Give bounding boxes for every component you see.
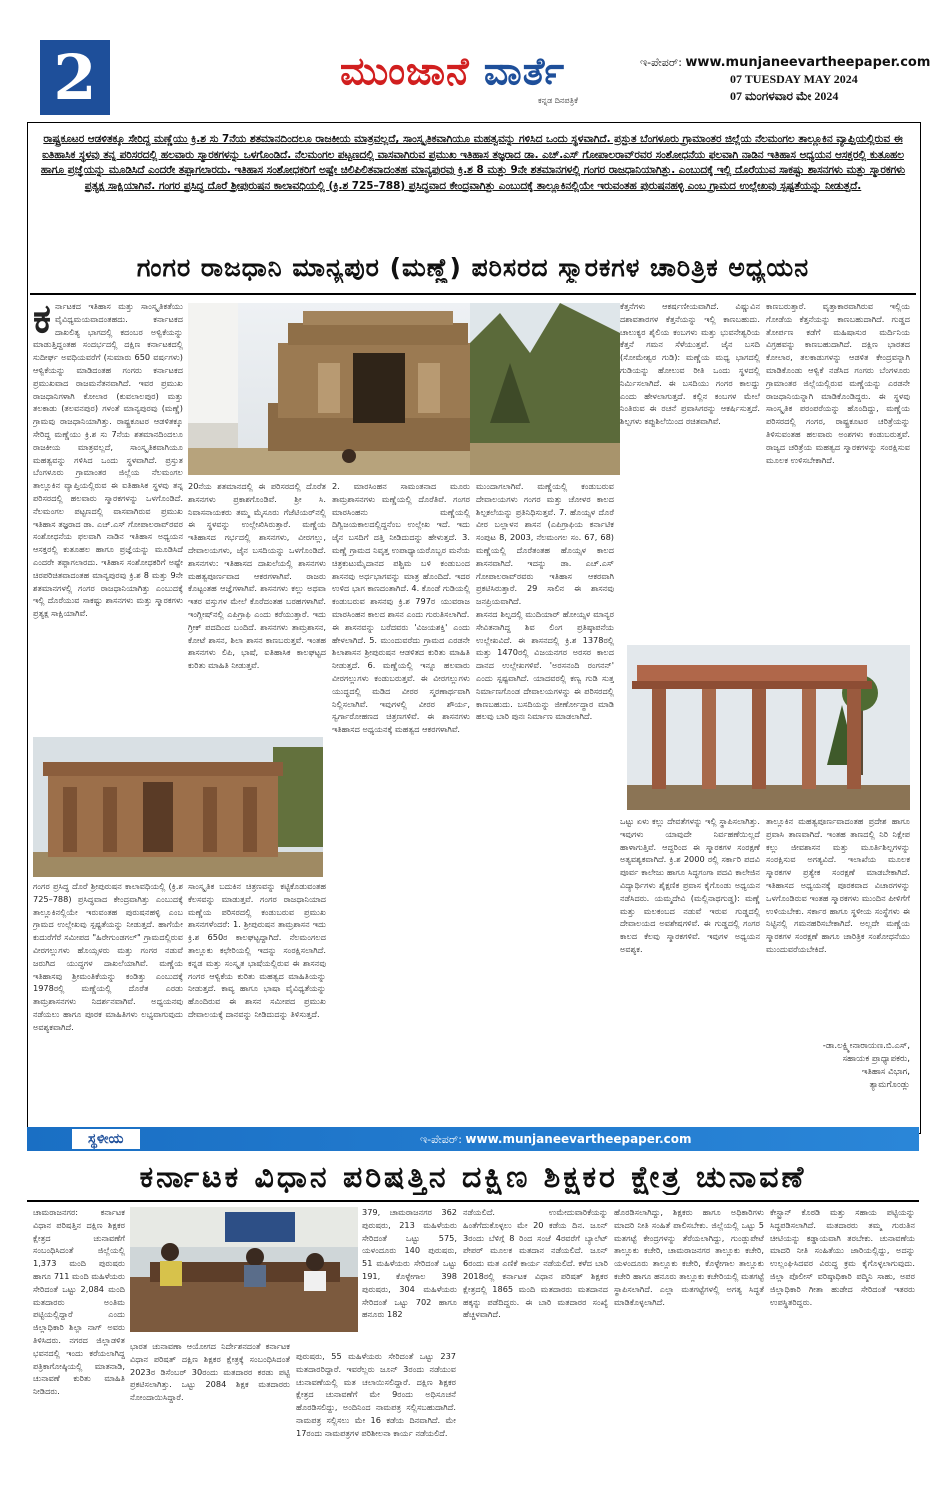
- mantapa-photo: [627, 645, 910, 810]
- article-column-5-lower: [620, 815, 760, 1115]
- article-column-2-lower: [188, 880, 326, 1115]
- article-column-6: [766, 300, 910, 640]
- column-text: ಕಾಣಬರುತ್ತಾರೆ. ವೃತ್ತಾಕಾರವಾಗಿರುವ ಇಲ್ಲಿಯ ಗೋಡೆಯ ಕೆತ್ತನೆಯನ್ನು ಕಾಣಬಹುದಾಗಿದೆ. ಗುಡ್ಡದ ತೋರ್ಪಣ ಕಡೆಗೆ ಮಹಿಷಾಸುರ ಮರ್ದಿನಿಯ ವಿಗ್ರಹವನ್ನು ಕಾಣಬಹುದಾಗಿದೆ. ದಕ್ಷಿಣ ಭಾರತದ ಕೋಲಾರ, ತಲಕಾಡುಗಳನ್ನು ಆಡಳಿತ ಕೇಂದ್ರವನ್ನಾಗಿ ಮಾಡಿಕೊಂಡು ಆಳ್ವಿಕೆ ನಡೆಸಿದ ಗಂಗರು ಬೆಂಗಳೂರು ಗ್ರಾಮಾಂತರ ಜಿಲ್ಲೆಯಲ್ಲಿರುವ ಮಣ್ಣೆಯನ್ನು ಎರಡನೇ ರಾಜಧಾನಿಯನ್ನಾಗಿ ಮಾಡಿಕೊಂಡಿದ್ದರು. ಈ ಸ್ಥಳವು ಸಾಂಸ್ಕೃತಿಕ ಪರಂಪರೆಯನ್ನು ಹೊಂದಿದ್ದು, ಮಣ್ಣೆಯ ಪರಿಸರದಲ್ಲಿ ಗಂಗರ, ರಾಷ್ಟ್ರಕೂಟರ ಚರಿತ್ರೆಯನ್ನು ತಿಳಿಸುವಂತಹ ಹಲವಾರು ಅಂಶಗಳು ಕಂಡುಬರುತ್ತವೆ. ರಾಜ್ಯದ ಚರಿತ್ರೆಯ ಮಹತ್ವದ ಸ್ಮಾರಕಗಳನ್ನು ಸಂರಕ್ಷಿಸುವ ಮೂಲಕ ಉಳಿಸಬೇಕಾಗಿದೆ.: [766, 301, 910, 465]
- meeting-photo: [130, 1207, 358, 1332]
- column-text: ಕೇಸ್ಟ್ರಾನ್ ಕೊಠಡಿ ಮತ್ತು ಸಹಾಯ ಪಟ್ಟಿಯನ್ನು ಸಿದ್ಧಪಡಿಸಲಾಗಿದೆ. ಮತದಾರರು ತಮ್ಮ ಗುರುತಿನ ಚೀಟಿಯನ್ನು ಕಡ್ಡಾಯವಾಗಿ ತರಬೇಕು. ಚುನಾವಣೆಯ ಮಾದರಿ ನೀತಿ ಸಂಹಿತೆಯು ಜಾರಿಯಲ್ಲಿದ್ದು, ಅದನ್ನು ಉಲ್ಲಂಘಿಸಿದವರ ವಿರುದ್ಧ ಕ್ರಮ ಕೈಗೊಳ್ಳಲಾಗುವುದು. ಜಿಲ್ಲಾ ಪೊಲೀಸ್ ವರಿಷ್ಠಾಧಿಕಾರಿ ಪದ್ಮಿನಿ ಸಾಹು, ಅಪರ ಜಿಲ್ಲಾಧಿಕಾರಿ ಗೀತಾ ಹುಡೇದ ಸೇರಿದಂತೆ ಇತರರು ಉಪಸ್ಥಿತರಿದ್ದರು.: [770, 1207, 915, 1307]
- column-text: ಚಾಮರಾಜನಗರ: ಕರ್ನಾಟಕ ವಿಧಾನ ಪರಿಷತ್ತಿನ ದಕ್ಷಿಣ ಶಿಕ್ಷಕರ ಕ್ಷೇತ್ರದ ಚುನಾವಣೆಗೆ ಸಂಬಂಧಿಸಿದಂತೆ ಜಿಲ್ಲೆಯಲ್ಲಿ 1,373 ಮಂದಿ ಪುರುಷರು ಹಾಗೂ 711 ಮಂದಿ ಮಹಿಳೆಯರು ಸೇರಿದಂತೆ ಒಟ್ಟು 2,084 ಮಂದಿ ಮತದಾರರು ಅಂತಿಮ ಪಟ್ಟಿಯಲ್ಲಿದ್ದಾರೆ ಎಂದು ಜಿಲ್ಲಾಧಿಕಾರಿ ಶಿಲ್ಪಾ ನಾಗ್ ಅವರು ತಿಳಿಸಿದರು. ನಗರದ ಜಿಲ್ಲಾಡಳಿತ ಭವನದಲ್ಲಿ ಇಂದು ಕರೆಯಲಾಗಿದ್ದ ಪತ್ರಿಕಾಗೋಷ್ಠಿಯಲ್ಲಿ ಮಾತನಾಡಿ, ಚುನಾವಣೆ ಕುರಿತು ಮಾಹಿತಿ ನೀಡಿದರು.: [33, 1207, 125, 1397]
- column-text: ಸಾಂಸ್ಕೃತಿಕ ಬದುಕಿನ ಚಿತ್ರಣವನ್ನು ಕಟ್ಟಿಕೊಡುವಂತಹ ಕೆಲಸವನ್ನು ಮಾಡುತ್ತವೆ. ಗಂಗರ ರಾಜಧಾನಿಯಾದ ಮಣ್ಣೆಯ ಪರಿಸರದಲ್ಲಿ ಕಂಡುಬರುವ ಪ್ರಮುಖ ಶಾಸನಗಳೆಂದರೆ: 1. ಶ್ರೀಪುರುಷನ ತಾಮ್ರಶಾಸನ ಇದು ಕ್ರಿ.ಶ 650ರ ಕಾಲಘಟ್ಟದ್ದಾಗಿದೆ. ನೆಲಮಂಗಲದ ತಾಲ್ಲೂಕು ಕಛೇರಿಯಲ್ಲಿ ಇದನ್ನು ಸಂರಕ್ಷಿಸಲಾಗಿದೆ. ಕನ್ನಡ ಮತ್ತು ಸಂಸ್ಕೃತ ಭಾಷೆಯಲ್ಲಿರುವ ಈ ಶಾಸನವು ಗಂಗರ ಆಳ್ವಿಕೆಯ ಕುರಿತು ಮಹತ್ವದ ಮಾಹಿತಿಯನ್ನು ನೀಡುತ್ತದೆ. ಕಾವ್ಯ ಹಾಗೂ ಭಾಷಾ ವೈವಿಧ್ಯತೆಯನ್ನು ಹೊಂದಿರುವ ಈ ಶಾಸನ ಸಮೀಪದ ಪ್ರಮುಖ ದೇವಾಲಯಕ್ಕೆ ದಾನವನ್ನು ನೀಡಿದುದನ್ನು ತಿಳಿಸುತ್ತದೆ.: [188, 881, 326, 1019]
- article2-headline: ಕರ್ನಾಟಕ ವಿಧಾನ ಪರಿಷತ್ತಿನ ದಕ್ಷಿಣ ಶಿಕ್ಷಕರ ಕ್ಷೇತ್ರ ಚುನಾವಣೆ: [139, 1160, 807, 1195]
- column-text: ಶಾಸನದ ಶಿಲ್ಪದಲ್ಲಿ ಮುದಿಯಾರ್‌ ಹೋಯ್ಸಳ ಮಾನ್ಯರ ಸೇವಿತನಾಗಿದ್ದ ಶಿವ ಲಿಂಗ ಪ್ರತಿಷ್ಠಾಪನೆಯ ಉಲ್ಲೇಖವಿದೆ. ಈ ಶಾಸನದಲ್ಲಿ ಕ್ರಿ.ಶ 1378ರಲ್ಲಿ ಮತ್ತು 1470ರಲ್ಲಿ ವಿಜಯನಗರ ಅರಸರ ಕಾಲದ ದಾನದ ಉಲ್ಲೇಖಗಳಿವೆ. 'ಅರಸನಂದಿ ರಂಗನನ್' ಎಂದು ಸ್ಪಷ್ಟವಾಗಿದೆ. ಯಾದವರಲ್ಲಿ ಕಣ್ವ ಗುಡಿ ಸುತ್ತ ನಿರ್ಮಾಣಗೊಂಡ ದೇವಾಲಯಗಳನ್ನು ಈ ಪರಿಸರದಲ್ಲಿ ಕಾಣಬಹುದು. ಬಸದಿಯನ್ನು ಜೀರ್ಣೋದ್ಧಾರ ಮಾಡಿ ಹಲವು ಬಾರಿ ಪುನಃ ನಿರ್ಮಾಣ ಮಾಡಲಾಗಿದೆ.: [476, 608, 614, 722]
- newspaper-logo: [340, 48, 565, 94]
- epaper-link[interactable]: www.munjaneevartheepaper.com: [685, 55, 931, 70]
- column-text: ಹೊರಡಿಸಲಾಗಿದ್ದು, ಶಿಕ್ಷಕರು ಹಾಗೂ ಅಧಿಕಾರಿಗಳು ಮಾದರಿ ನೀತಿ ಸಂಹಿತೆ ಪಾಲಿಸಬೇಕು. ಜಿಲ್ಲೆಯಲ್ಲಿ ಒಟ್ಟು 5 ಮತಗಟ್ಟೆ ಕೇಂದ್ರಗಳನ್ನು ತೆರೆಯಲಾಗಿದ್ದು, ಗುಂಡ್ಲುಪೇಟೆ ತಾಲ್ಲೂಕು ಕಚೇರಿ, ಚಾಮರಾಜನಗರ ತಾಲ್ಲೂಕು ಕಚೇರಿ, ಯಳಂದೂರು ತಾಲ್ಲೂಕು ಕಚೇರಿ, ಕೊಳ್ಳೇಗಾಲ ತಾಲ್ಲೂಕು ಕಚೇರಿ ಹಾಗೂ ಹನೂರು ತಾಲ್ಲೂಕು ಕಚೇರಿಯಲ್ಲಿ ಮತಗಟ್ಟೆ ಸ್ಥಾಪಿಸಲಾಗಿದೆ. ಎಲ್ಲಾ ಮತಗಟ್ಟೆಗಳಲ್ಲಿ ಅಗತ್ಯ ಸಿದ್ಧತೆ ಮಾಡಿಕೊಳ್ಳಲಾಗಿದೆ.: [614, 1207, 764, 1307]
- ruins-photo: [33, 737, 323, 877]
- logo-tagline: ಕನ್ನಡ ದಿನಪತ್ರಿಕೆ: [538, 96, 579, 105]
- article-headline: ಗಂಗರ ರಾಜಧಾನಿ ಮಾನ್ಯಪುರ (ಮಣ್ಣೆ) ಪರಿಸರದ ಸ್ಮಾರಕಗಳ ಚಾರಿತ್ರಿಕ ಅಧ್ಯಯನ: [136, 253, 810, 282]
- logo-word-2: ವಾರ್ತೆ: [483, 48, 566, 93]
- article2-column-3: [296, 1350, 456, 1498]
- author-signature: [766, 1040, 910, 1092]
- section-epaper-line: [420, 1132, 692, 1147]
- column-text: 2. ಮಾರಸಿಂಹನ ಸಾಮಂತನಾದ ಮೂರು ತಾಮ್ರಶಾಸನಗಳು ಮಣ್ಣೆಯಲ್ಲಿ ದೊರೆತಿವೆ. ಗಂಗರ ಮಾರಸಿಂಹನು ಮಣ್ಣೆಯಲ್ಲಿ ದಿಗ್ವಿಜಯಕಾಲದಲ್ಲಿದ್ದನೆಂಬ ಉಲ್ಲೇಖ ಇದೆ. ಇದು ಜೈನ ಬಸದಿಗೆ ದತ್ತಿ ನೀಡಿದುದನ್ನು ಹೇಳುತ್ತದೆ. 3. ಮಣ್ಣೆ ಗ್ರಾಮದ ನಿವೃತ್ತ ಉಪಾಧ್ಯಾಯರೊಬ್ಬರ ಮನೆಯ ಚಿತ್ರಕುಟುಮೈದಾನದ ಪಶ್ಚಿಮ ಬಳಿ ಕಂಡುಬಂದ ಶಾಸನವು ಅರ್ಧಭಾಗವನ್ನು ಮಾತ್ರ ಹೊಂದಿದೆ. ಇದರ ಉಳಿದ ಭಾಗ ಕಾಣದಂತಾಗಿದೆ. 4. ಕೊಂಡೆ ಗುಡಿಯಲ್ಲಿ ಕಂಡುಬರುವ ಶಾಸನವು ಕ್ರಿ.ಶ 797ರ ಯುವರಾಜ ಮಾರಸಿಂಹನ ಕಾಲದ ಶಾಸನ ಎಂದು ಗುರುತಿಸಲಾಗಿದೆ.: [332, 481, 470, 619]
- column-text: 20ನೆಯ ಶತಮಾನದಲ್ಲಿ ಈ ಪರಿಸರದಲ್ಲಿ ದೊರೆತ ಶಾಸನಗಳು ಪ್ರಕಾಶಗೊಂಡಿವೆ. ಶ್ರೀ ಸಿ. ನಿವಾಸನಾಯಕರು ತಮ್ಮ ಮೈಸೂರು ಗೆಜೆಟಿಯರ್‌ನಲ್ಲಿ ಈ ಸ್ಥಳವನ್ನು ಉಲ್ಲೇಖಿಸಿರುತ್ತಾರೆ. ಮಣ್ಣೆಯ ಇತಿಹಾಸದ ಗರ್ಭದಲ್ಲಿ ಶಾಸನಗಳು, ವೀರಗಲ್ಲು, ದೇವಾಲಯಗಳು, ಜೈನ ಬಸದಿಯನ್ನು ಒಳಗೊಂಡಿದೆ. ಶಾಸನಗಳು: ಇತಿಹಾಸದ ದಾಖಲೆಯಲ್ಲಿ ಶಾಸನಗಳು ಮಹತ್ವಪೂರ್ಣವಾದ ಆಕರಗಳಾಗಿವೆ. ರಾಜರು ಕೊಟ್ಟಂತಹ ಆಜ್ಞೆಗಳಾಗಿವೆ. ಶಾಸನಗಳು ಕಲ್ಲು ಅಥವಾ ಇತರ ವಸ್ತುಗಳ ಮೇಲೆ ಕೊರೆದಂತಹ ಬರಹಗಳಾಗಿವೆ. ಇಂಗ್ಲೀಷ್‌ನಲ್ಲಿ ಎಪಿಗ್ರಾಫಿ ಎಂದು ಕರೆಯುತ್ತಾರೆ. ಇದು ಗ್ರೀಕ್ ಪದದಿಂದ ಬಂದಿದೆ. ಶಾಸನಗಳು ತಾಮ್ರಶಾಸನ, ಕೋಟೆ ಶಾಸನ, ಶಿಲಾ ಶಾಸನ ಕಾಣಬರುತ್ತವೆ. ಇಂತಹ ಶಾಸನಗಳು ಲಿಪಿ, ಭಾಷೆ, ಐತಿಹಾಸಿಕ ಕಾಲಘಟ್ಟದ ಕುರಿತು ಮಾಹಿತಿ ನೀಡುತ್ತವೆ.: [188, 481, 326, 671]
- date-english: 07 TUESDAY MAY 2024: [730, 72, 858, 86]
- article2-column-2: [362, 1206, 457, 1346]
- article2-column-4: [463, 1206, 608, 1498]
- date-kannada: 07 ಮಂಗಳವಾರ ಮೇ 2024: [730, 89, 839, 103]
- author-name: -ಡಾ.ಲಕ್ಷ್ಮೀನಾರಾಯಣ.ಬಿ.ಎಸ್,: [822, 1041, 910, 1051]
- article-intro: ರಾಷ್ಟ್ರಕೂಟರ ಆಡಳಿತಕ್ಕೂ ಸೇರಿದ್ದ ಮಣ್ಣೆಯು ಕ್ರಿ.ಶ ಸು 7ನೆಯ ಶತಮಾನದಿಂದಲೂ ರಾಜಕೀಯ ಮಾತ್ರವಲ್ಲದೆ, ಸಾಂಸ್ಕೃತಿಕವಾಗಿಯೂ ಮಹತ್ವವನ್ನು ಗಳಿಸಿದ ಒಂದು ಸ್ಥಳವಾಗಿದೆ. ಪ್ರಸ್ತುತ ಬೆಂಗಳೂರು ಗ್ರಾಮಾಂತರ ಜಿಲ್ಲೆಯ ನೆಲಮಂಗಲ ತಾಲ್ಲೂಕಿನ ವ್ಯಾಪ್ತಿಯಲ್ಲಿರುವ ಈ ಐತಿಹಾಸಿಕ ಸ್ಥಳವು ತನ್ನ ಪರಿಸರದಲ್ಲಿ ಹಲವಾರು ಸ್ಮಾರಕಗಳನ್ನು ಒಳಗೊಂಡಿದೆ. ನೆಲಮಂಗಲ ಪಟ್ಟಣದಲ್ಲಿ ವಾಸವಾಗಿರುವ ಪ್ರಮುಖ ಇತಿಹಾಸ ತಜ್ಞರಾದ ಡಾ. ಎಚ್.ಎಸ್ ಗೋಪಾಲರಾವ್‌ರವರ ಸಂಶೋಧನೆಯ ಫಲವಾಗಿ ನಾಡಿನ ಇತಿಹಾಸ ಅಧ್ಯಯನ ಆಸಕ್ತರಲ್ಲಿ ಕುತೂಹಲ ಹಾಗೂ ಪ್ರಜ್ಞೆಯನ್ನು ಮೂಡಿಸಿದೆ ಎಂದರೇ ತಪ್ಪಾಗಲಾರದು. ಇತಿಹಾಸ ಸಂಶೋಧಕರಿಗೆ ಅಷ್ಟೇ ಚಿಲಿಪಿಲಿತವಾದಂತಹ ಮಾನ್ಯಪುರವು ಕ್ರಿ.ಶ 8 ಮತ್ತು 9ನೇ ಶತಮಾನಗಳಲ್ಲಿ ಗಂಗರ ರಾಜಧಾನಿಯಾಗಿತ್ತು. ಎಂಬುದಕ್ಕೆ ಇಲ್ಲಿ ದೊರೆಯುವ ಸಾಕಷ್ಟು ಶಾಸನಗಳು ಮತ್ತು ಸ್ಮಾರಕಗಳು ಪ್ರತ್ಯಕ್ಷ ಸಾಕ್ಷಿಯಾಗಿವೆ. ಗಂಗರ ಪ್ರಸಿದ್ಧ ದೊರೆ ಶ್ರೀಪುರುಷನ ಕಾಲಾವಧಿಯಲ್ಲಿ (ಕ್ರಿ.ಶ 725–788) ಪ್ರಸಿದ್ಧವಾದ ಕೇಂದ್ರವಾಗಿತ್ತು ಎಂಬುದಕ್ಕೆ ತಾಲ್ಲೂಕಿನಲ್ಲಿಯೇ ಇರುವಂತಹ ಪುರುಷನಹಳ್ಳಿ ಎಂಬ ಗ್ರಾಮದ ಉಲ್ಲೇಖವು ಸ್ಪಷ್ಟತೆಯನ್ನು ನೀಡುತ್ತದೆ.: [40, 133, 906, 192]
- logo-word-1: ಮುಂಜಾನೆ: [340, 48, 470, 93]
- column-text: ಪುರುಷರು, 55 ಮಹಿಳೆಯರು ಸೇರಿದಂತೆ ಒಟ್ಟು 237 ಮತದಾರರಿದ್ದಾರೆ. ಇವರೆಲ್ಲರು ಜೂನ್ 3ರಂದು ನಡೆಯುವ ಚುನಾವಣೆಯಲ್ಲಿ ಮತ ಚಲಾಯಿಸಲಿದ್ದಾರೆ. ದಕ್ಷಿಣ ಶಿಕ್ಷಕರ ಕ್ಷೇತ್ರದ ಚುನಾವಣೆಗೆ ಮೇ 9ರಂದು ಅಧಿಸೂಚನೆ ಹೊರಡಿಸಲಿದ್ದು, ಅಂದಿನಿಂದ ನಾಮಪತ್ರ ಸಲ್ಲಿಸಬಹುದಾಗಿದೆ. ನಾಮಪತ್ರ ಸಲ್ಲಿಸಲು ಮೇ 16 ಕಡೆಯ ದಿನವಾಗಿದೆ. ಮೇ 17ರಂದು ನಾಮಪತ್ರಗಳ ಪರಿಶೀಲನಾ ಕಾರ್ಯ ನಡೆಯಲಿದೆ.: [296, 1351, 456, 1438]
- headline-divider: [30, 293, 916, 295]
- column-text: ರ್ನಾಟಕದ ಇತಿಹಾಸ ಮತ್ತು ಸಾಂಸ್ಕೃತಿಕತೆಯು ವೈವಿಧ್ಯಮಯವಾದಂತಹದು. ಕರ್ನಾಟಕದ ದಾಖಲಿತ್ಯ ಭಾಗದಲ್ಲಿ ಕದಂಬರ ಅಳ್ವಿಕೆಯನ್ನು ಮಾಡುತ್ತಿದ್ದಂತಹ ಸಂದರ್ಭದಲ್ಲಿ ದಕ್ಷಿಣ ಕರ್ನಾಟಕದಲ್ಲಿ ಸುದೀರ್ಘ ಅವಧಿಯವರೆಗೆ (ಸುಮಾರು 650 ವರ್ಷಗಳು) ಆಳ್ವಿಕೆಯನ್ನು ಮಾಡಿದಂತಹ ಗಂಗರು ಕರ್ನಾಟಕದ ಪ್ರಮುಖವಾದ ರಾಜಮನೆತನವಾಗಿದೆ. ಇವರ ಪ್ರಮುಖ ರಾಜಧಾನಿಗಳಾಗಿ ಕೋಲಾರ (ಕುವಲಾಲಪುರ) ಮತ್ತು ತಲಕಾಡು (ತಲವನಪುರ) ಗಳಂತೆ ಮಾನ್ಯಪುರವು (ಮಣ್ಣೆ) ಗ್ರಾಮವು ರಾಜಧಾನಿಯಾಗಿತ್ತು. ರಾಷ್ಟ್ರಕೂಟರ ಆಡಳಿತಕ್ಕೂ ಸೇರಿದ್ದ ಮಣ್ಣೆಯು ಕ್ರಿ.ಶ ಸು 7ನೆಯ ಶತಮಾನದಿಂದಲೂ ರಾಜಕೀಯ ಮಾತ್ರವಲ್ಲದೆ, ಸಾಂಸ್ಕೃತಿಕವಾಗಿಯೂ ಮಹತ್ವವನ್ನು ಗಳಿಸಿದ ಒಂದು ಸ್ಥಳವಾಗಿದೆ. ಪ್ರಸ್ತುತ ಬೆಂಗಳೂರು ಗ್ರಾಮಾಂತರ ಜಿಲ್ಲೆಯ ನೆಲಮಂಗಲ ತಾಲ್ಲೂಕಿನ ವ್ಯಾಪ್ತಿಯಲ್ಲಿರುವ ಈ ಐತಿಹಾಸಿಕ ಸ್ಥಳವು ತನ್ನ ಪರಿಸರದಲ್ಲಿ ಹಲವಾರು ಸ್ಮಾರಕಗಳನ್ನು ಒಳಗೊಂಡಿದೆ. ನೆಲಮಂಗಲ ಪಟ್ಟಣದಲ್ಲಿ ವಾಸವಾಗಿರುವ ಪ್ರಮುಖ ಇತಿಹಾಸ ತಜ್ಞರಾದ ಡಾ. ಎಚ್.ಎಸ್ ಗೋಪಾಲರಾವ್‌ರವರ ಸಂಶೋಧನೆಯ ಫಲವಾಗಿ ನಾಡಿನ ಇತಿಹಾಸ ಅಧ್ಯಯನ ಆಸಕ್ತರಲ್ಲಿ ಕುತೂಹಲ ಹಾಗೂ ಪ್ರಜ್ಞೆಯನ್ನು ಮೂಡಿಸಿದೆ ಎಂದರೇ ತಪ್ಪಾಗಲಾರದು. ಇತಿಹಾಸ ಸಂಶೋಧಕರಿಗೆ ಅಷ್ಟೇ ಚಿರಪರಿಚಿತವಾದಂತಹ ಮಾನ್ಯಪುರವು ಕ್ರಿ.ಶ 8 ಮತ್ತು 9ನೇ ಶತಮಾನಗಳಲ್ಲಿ ಗಂಗರ ರಾಜಧಾನಿಯಾಗಿತ್ತು ಎಂಬುದಕ್ಕೆ ಇಲ್ಲಿ ದೊರೆಯುವ ಸಾಕಷ್ಟು ಶಾಸನಗಳು ಮತ್ತು ಸ್ಮಾರಕಗಳು ಪ್ರತ್ಯಕ್ಷ ಸಾಕ್ಷಿಯಾಗಿವೆ.: [33, 301, 183, 619]
- page-number: 2: [40, 40, 110, 115]
- column-text: ಈ ಶಾಸನವನ್ನು ಬರೆದವರು 'ವಿಜಯಶಕ್ತಿ' ಎಂದು ಹೇಳಲಾಗಿದೆ. 5. ಮುಂದುವರೆದು ಗ್ರಾಮದ ಎರಡನೇ ಶಿಲಾಶಾಸನ ಶ್ರೀಪುರುಷನ ಆಡಳಿತದ ಕುರಿತು ಮಾಹಿತಿ ನೀಡುತ್ತದೆ. 6. ಮಣ್ಣೆಯಲ್ಲಿ ಇನ್ನೂ ಹಲವಾರು ವೀರಗಲ್ಲುಗಳು ಕಂಡುಬರುತ್ತವೆ. ಈ ವೀರಗಲ್ಲುಗಳು ಯುದ್ಧದಲ್ಲಿ ಮಡಿದ ವೀರರ ಸ್ಮರಣಾರ್ಥವಾಗಿ ನಿಲ್ಲಿಸಲಾಗಿವೆ. ಇವುಗಳಲ್ಲಿ ವೀರರ ಶೌರ್ಯ, ಸ್ವರ್ಗಾರೋಹಣದ ಚಿತ್ರಣಗಳಿವೆ. ಈ ಶಾಸನಗಳು ಇತಿಹಾಸದ ಅಧ್ಯಯನಕ್ಕೆ ಮಹತ್ವದ ಆಕರಗಳಾಗಿವೆ.: [332, 621, 470, 735]
- masthead: [0, 0, 945, 120]
- headline2-divider: [27, 1200, 919, 1202]
- section-label: ಸ್ಥಳೀಯ: [72, 1129, 140, 1149]
- column-text: ಭಾರತ ಚುನಾವಣಾ ಆಯೋಗದ ನಿರ್ದೇಶನದಂತೆ ಕರ್ನಾಟಕ ವಿಧಾನ ಪರಿಷತ್ ದಕ್ಷಿಣ ಶಿಕ್ಷಕರ ಕ್ಷೇತ್ರಕ್ಕೆ ಸಂಬಂಧಿಸಿದಂತೆ 2023ರ ಡಿಸೆಂಬರ್ 30ರಂದು ಮತದಾರರ ಕರಡು ಪಟ್ಟಿ ಪ್ರಕಟಿಸಲಾಗಿತ್ತು. ಒಟ್ಟು 2084 ಶಿಕ್ಷಕ ಮತದಾರರು ನೋಂದಾಯಿಸಿದ್ದಾರೆ.: [130, 1341, 290, 1403]
- author-place: ತ್ಯಾಮಗೊಂಡ್ಲು: [869, 1080, 910, 1090]
- column-text: ಒಟ್ಟು ಏಳು ಕಲ್ಲು ದೇವತೆಗಳನ್ನು ಇಲ್ಲಿ ಸ್ಥಾಪಿಸಲಾಗಿತ್ತು. ಇವುಗಳು ಯಾವುದೇ ನಿರ್ವಹಣೆಯಿಲ್ಲದೆ ಹಾಳಾಗುತ್ತಿವೆ. ಆದ್ದರಿಂದ ಈ ಸ್ಮಾರಕಗಳ ಸಂರಕ್ಷಣೆ ಅತ್ಯವಶ್ಯಕವಾಗಿದೆ. ಕ್ರಿ.ಶ 2000 ರಲ್ಲಿ ಸರ್ಕಾರಿ ಪದವಿ ಪೂರ್ವ ಕಾಲೇಜು ಹಾಗೂ ಸಿದ್ಧಗಂಗಾ ಪದವಿ ಕಾಲೇಜಿನ ವಿದ್ಯಾರ್ಥಿಗಳು ಶೈಕ್ಷಣಿಕ ಪ್ರವಾಸ ಕೈಗೊಂಡು ಅಧ್ಯಯನ ನಡೆಸಿದರು. ಯಮ್ಮದೇವಿ (ಮಲ್ಲಿನಾಥಗುಡ್ಡ): ಮಣ್ಣೆ ಮತ್ತು ಮಲಕಂಬದ ನಡುವೆ ಇರುವ ಗುಡ್ಡದಲ್ಲಿ ದೇವಾಲಯದ ಅವಶೇಷಗಳಿವೆ. ಈ ಗುಡ್ಡದಲ್ಲಿ ಗಂಗರ ಕಾಲದ ಕೆಲವು ಸ್ಮಾರಕಗಳಿವೆ. ಇವುಗಳ ಅಧ್ಯಯನ ಅವಶ್ಯಕ.: [620, 816, 760, 954]
- column-text: ತಾಲ್ಲೂಕಿನ ಮಹತ್ವಪೂರ್ಣವಾದಂತಹ ಪ್ರದೇಶ ಹಾಗೂ ಪ್ರವಾಸಿ ತಾಣವಾಗಿದೆ. ಇಂತಹ ತಾಣದಲ್ಲಿ ನಿರಿ ನಿಕ್ಷೇಪ ಕಲ್ಲು ಜೀವಶಾಸನ ಮತ್ತು ಮೂರ್ತಿಶಿಲ್ಪಗಳನ್ನು ಸಂರಕ್ಷಿಸುವ ಅಗತ್ಯವಿದೆ. ಇಲಾಖೆಯ ಮೂಲಕ ಸ್ಮಾರಕಗಳ ಪ್ರತ್ಯೇಕ ಸಂರಕ್ಷಣೆ ಮಾಡಬೇಕಾಗಿದೆ. ಇತಿಹಾಸದ ಅಧ್ಯಯನಕ್ಕೆ ಪೂರಕವಾದ ವಿಚಾರಗಳನ್ನು ಒಳಗೊಂಡಿರುವ ಇಂತಹ ಸ್ಮಾರಕಗಳು ಮುಂದಿನ ಪೀಳಿಗೆಗೆ ಉಳಿಯಬೇಕು. ಸರ್ಕಾರ ಹಾಗೂ ಸ್ಥಳೀಯ ಸಂಸ್ಥೆಗಳು ಈ ನಿಟ್ಟಿನಲ್ಲಿ ಗಮನಹರಿಸಬೇಕಾಗಿದೆ. ಅಲ್ಲದೇ ಮಣ್ಣೆಯ ಸ್ಮಾರಕಗಳ ಸಂರಕ್ಷಣೆ ಹಾಗೂ ಚಾರಿತ್ರಿಕ ಸಂಶೋಧನೆಯು ಮುಂದುವರೆಯಬೇಕಿದೆ.: [766, 816, 910, 954]
- article-column-5: [620, 300, 760, 640]
- epaper-label: ಇ-ಪೇಪರ್:: [420, 1133, 462, 1146]
- article2-column-5: [614, 1206, 764, 1498]
- drop-cap: ಕ: [33, 300, 51, 342]
- article2-column-2-lower: [130, 1340, 290, 1498]
- article2-column-6: [770, 1206, 915, 1498]
- column-text: ಗಂಗರ ಪ್ರಸಿದ್ಧ ದೊರೆ ಶ್ರೀಪುರುಷನ ಕಾಲಾವಧಿಯಲ್ಲಿ (ಕ್ರಿ.ಶ 725–788) ಪ್ರಸಿದ್ಧವಾದ ಕೇಂದ್ರವಾಗಿತ್ತು ಎಂಬುದಕ್ಕೆ ತಾಲ್ಲೂಕಿನಲ್ಲಿಯೇ ಇರುವಂತಹ ಪುರುಷನಹಳ್ಳಿ ಎಂಬ ಗ್ರಾಮದ ಉಲ್ಲೇಖವು ಸ್ಪಷ್ಟತೆಯನ್ನು ನೀಡುತ್ತದೆ. ಹಾಗೆಯೇ ಕುದುರೆಗೆರೆ ಸಮೀಪದ "ಹಿರೇಗುಂಡಗಲ್" ಗ್ರಾಮದಲ್ಲಿರುವ ವೀರಗಲ್ಲುಗಳು ಹೊಯ್ಸಳರು ಮತ್ತು ಗಂಗರ ನಡುವೆ ಜರುಗಿದ ಯುದ್ಧಗಳ ದಾಖಲೆಯಾಗಿವೆ. ಮಣ್ಣೆಯ ಇತಿಹಾಸವು ಶ್ರೀಮಂತಿಕೆಯನ್ನು ಕಂಡಿತ್ತು ಎಂಬುದಕ್ಕೆ 1978ರಲ್ಲಿ ಮಣ್ಣೆಯಲ್ಲಿ ದೊರೆತ ಎರಡು ತಾಮ್ರಶಾಸನಗಳು ನಿದರ್ಶನವಾಗಿವೆ. ಅಧ್ಯಯನವು ನಡೆಯಲು ಹಾಗೂ ಪೂರಕ ಮಾಹಿತಿಗಳು ಲಭ್ಯವಾಗುವುದು ಅವಶ್ಯಕವಾಗಿದೆ.: [33, 881, 183, 1032]
- article-column-2: [188, 480, 326, 730]
- author-department: ಇತಿಹಾಸ ವಿಭಾಗ,: [861, 1067, 910, 1077]
- epaper-label: ಇ-ಪೇಪರ್:: [640, 56, 682, 69]
- epaper-line: [640, 55, 930, 70]
- column-text: ಮುಂದಾಗಲಾಗಿವೆ. ಮಣ್ಣೆಯಲ್ಲಿ ಕಂಡುಬರುವ ದೇವಾಲಯಗಳು ಗಂಗರ ಮತ್ತು ಚೋಳರ ಕಾಲದ ಶಿಲ್ಪಕಲೆಯನ್ನು ಪ್ರತಿನಿಧಿಸುತ್ತವೆ. 7. ಹೊಯ್ಸಳ ದೊರೆ ವೀರ ಬಲ್ಲಾಳನ ಶಾಸನ (ಎಪಿಗ್ರಾಫಿಯ ಕರ್ನಾಟಿಕ ಸಂಪುಟ 8, 2003, ನೆಲಮಂಗಲ ಸಂ. 67, 68) ಮಣ್ಣೆಯಲ್ಲಿ ದೊರೆತಂತಹ ಹೊಯ್ಸಳ ಕಾಲದ ಶಾಸನವಾಗಿದೆ. ಇದನ್ನು ಡಾ. ಎಚ್.ಎಸ್ ಗೋಪಾಲರಾವ್‌ರವರು ಇತಿಹಾಸ ಆಕರವಾಗಿ ಪ್ರಕಟಿಸಿರುತ್ತಾರೆ. 29 ಸಾಲಿನ ಈ ಶಾಸನವು ಜನಪ್ರಿಯವಾಗಿದೆ.: [476, 481, 614, 607]
- article2-column-1: [33, 1206, 125, 1496]
- article-column-1-lower: [33, 880, 183, 1115]
- column-text: 379, ಚಾಮರಾಜನಗರ 362 ಪುರುಷರು, 213 ಮಹಿಳೆಯರು ಸೇರಿದಂತೆ ಒಟ್ಟು 575, ಯಳಂದೂರು 140 ಪುರುಷರು, 51 ಮಹಿಳೆಯರು ಸೇರಿದಂತೆ ಒಟ್ಟು 191, ಕೊಳ್ಳೇಗಾಲ 398 ಪುರುಷರು, 304 ಮಹಿಳೆಯರು ಸೇರಿದಂತೆ ಒಟ್ಟು 702 ಹಾಗೂ ಹನೂರು 182: [362, 1207, 457, 1320]
- article-column-1: [33, 300, 183, 730]
- article-column-6-lower: [766, 815, 910, 1030]
- author-title: ಸಹಾಯಕ ಪ್ರಾಧ್ಯಾಪಕರು,: [842, 1054, 910, 1064]
- article-column-3: [332, 480, 470, 1110]
- article-column-4: [476, 480, 614, 1110]
- column-text: ನಡೆಯಲಿದೆ. ಉಮೇದುವಾರಿಕೆಯನ್ನು ಹಿಂತೆಗೆದುಕೊಳ್ಳಲು ಮೇ 20 ಕಡೆಯ ದಿನ. ಜೂನ್ 3ರಂದು ಬೆಳಿಗ್ಗೆ 8 ರಿಂದ ಸಂಜೆ 4ರವರೆಗೆ ಬ್ಯಾಲೆಟ್ ಪೇಪರ್ ಮೂಲಕ ಮತದಾನ ನಡೆಯಲಿದೆ. ಜೂನ್ 6ರಂದು ಮತ ಎಣಿಕೆ ಕಾರ್ಯ ನಡೆಯಲಿದೆ. ಕಳೆದ ಬಾರಿ 2018ರಲ್ಲಿ ಕರ್ನಾಟಕ ವಿಧಾನ ಪರಿಷತ್ ಶಿಕ್ಷಕರ ಕ್ಷೇತ್ರದಲ್ಲಿ 1865 ಮಂದಿ ಮತದಾರರು ಮತದಾನದ ಹಕ್ಕನ್ನು ಪಡೆದಿದ್ದರು. ಈ ಬಾರಿ ಮತದಾರರ ಸಂಖ್ಯೆ ಹೆಚ್ಚಳವಾಗಿದೆ.: [463, 1207, 608, 1320]
- landscape-photo: [470, 303, 620, 475]
- epaper-link[interactable]: www.munjaneevartheepaper.com: [465, 1132, 692, 1146]
- column-text: ಕೆತ್ತನೆಗಳು ಆಕರ್ಷಣೀಯವಾಗಿದೆ. ವಿಷ್ಣುವಿನ ದಶಾವತಾರಗಳ ಕೆತ್ತನೆಯನ್ನು ಇಲ್ಲಿ ಕಾಣಬಹುದು. ಚಾಲುಕ್ಯರ ಶೈಲಿಯ ಕಂಬಗಳು ಮತ್ತು ಭುವನೇಶ್ವರಿಯ ಕೆತ್ತನೆ ಗಮನ ಸೆಳೆಯುತ್ತವೆ. ಜೈನ ಬಸದಿ (ಸೋಮೇಶ್ವರ ಗುಡಿ): ಮಣ್ಣೆಯ ಮಧ್ಯ ಭಾಗದಲ್ಲಿ ಗುಡಿಯನ್ನು ಹೋಲುವ ರೀತಿ ಒಂದು ಸ್ಥಳದಲ್ಲಿ ನಿರ್ಮಿಸಲಾಗಿದೆ. ಈ ಬಸದಿಯು ಗಂಗರ ಕಾಲದ್ದು ಎಂದು ಹೇಳಲಾಗುತ್ತದೆ. ಕಲ್ಲಿನ ಕಂಬಗಳ ಮೇಲೆ ನಿಂತಿರುವ ಈ ರಚನೆ ಪ್ರವಾಸಿಗರನ್ನು ಆಕರ್ಷಿಸುತ್ತದೆ. ಶಿಲ್ಪಗಳು ಕಪ್ಪುಶಿಲೆಯಿಂದ ರಚಿತವಾಗಿವೆ.: [620, 301, 760, 427]
